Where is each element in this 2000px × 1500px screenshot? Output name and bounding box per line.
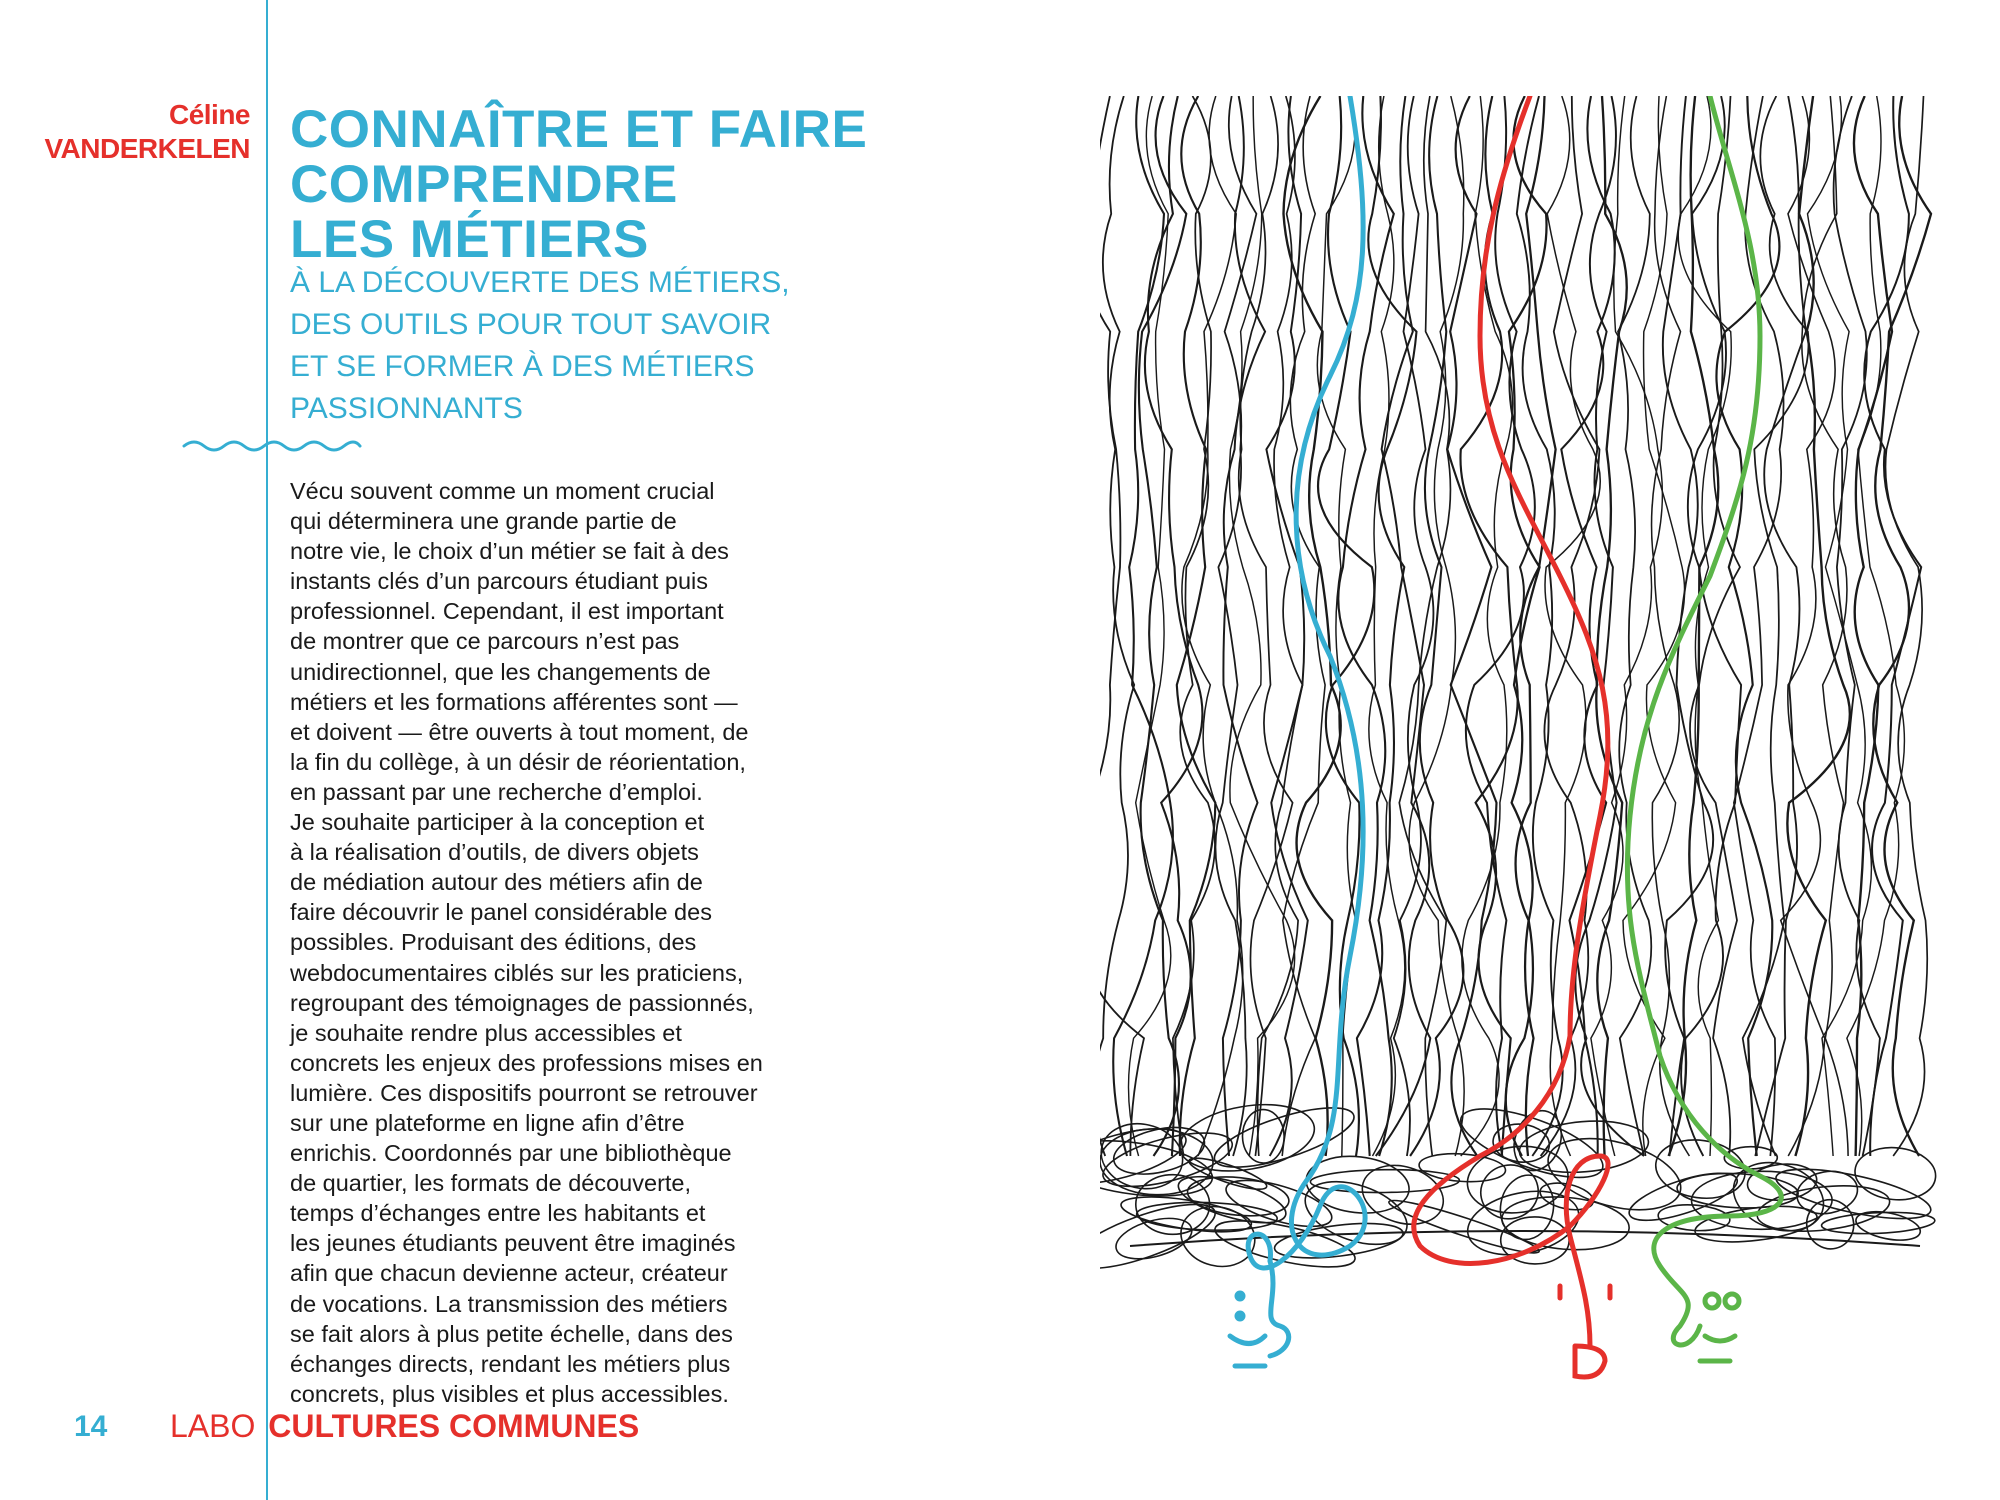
subtitle-line: ET SE FORMER À DES MÉTIERS [290, 350, 755, 383]
black-thread [1460, 96, 1517, 1156]
page-title [290, 102, 867, 267]
black-thread [1369, 96, 1405, 1156]
body-line: qui déterminera une grande partie de [290, 508, 677, 535]
black-thread [1266, 96, 1307, 1156]
black-thread [1596, 96, 1626, 1156]
body-line: de montrer que ce parcours n’est pas [290, 628, 680, 655]
body-line: je souhaite rendre plus accessibles et [290, 1019, 682, 1046]
tangle-loop [1355, 1156, 1450, 1233]
body-line: Je souhaite participer à la conception et [290, 809, 705, 836]
body-line: en passant par une recherche d’emploi. [290, 778, 703, 805]
tangle-loop [1100, 1133, 1216, 1205]
footer-publication [170, 1408, 639, 1445]
tangle-loop [1100, 1128, 1214, 1196]
body-line: et doivent — être ouverts à tout moment, de [290, 718, 749, 745]
author-name [44, 98, 250, 166]
author-last-name: VANDERKELEN [44, 133, 250, 164]
body-line: concrets, plus visibles et plus accessibles. [290, 1380, 729, 1407]
body-line: instants clés d’un parcours étudiant puis [290, 568, 709, 595]
subtitle-line: À LA DÉCOUVERTE DES MÉTIERS, [290, 266, 790, 299]
red-thread [1414, 96, 1608, 1346]
black-thread [1864, 96, 1921, 1156]
footer-labo: LABO [170, 1408, 256, 1444]
black-thread [1100, 96, 1134, 1156]
subtitle-line: DES OUTILS POUR TOUT SAVOIR [290, 308, 772, 341]
tangle-loop [1112, 1211, 1197, 1266]
page-number: 14 [74, 1410, 108, 1443]
body-line: notre vie, le choix d’un métier se fait à des [290, 538, 729, 565]
footer-cultures-communes: CULTURES COMMUNES [268, 1408, 640, 1444]
body-line: à la réalisation d’outils, de divers objets [290, 839, 699, 866]
body-line: sur une plateforme en ligne afin d’être [290, 1109, 685, 1136]
tangle-loop [1453, 1095, 1611, 1192]
page-subtitle [290, 262, 790, 430]
black-thread [1229, 96, 1294, 1156]
black-thread [1317, 96, 1355, 1156]
body-line: échanges directs, rendant les métiers plus [290, 1350, 731, 1377]
green-face-icon [1700, 1294, 1739, 1361]
tangled-threads-illustration [1100, 96, 1940, 1386]
black-thread [1787, 96, 1850, 1156]
body-line: de quartier, les formats de découverte, [290, 1170, 692, 1197]
black-thread [1258, 96, 1303, 1156]
blue-thread [1248, 96, 1365, 1268]
black-thread [1215, 96, 1256, 1156]
black-thread [1734, 96, 1784, 1156]
tangle-loop [1821, 1210, 1935, 1236]
title-line: CONNAÎTRE ET FAIRE [290, 100, 868, 159]
body-line: regroupant des témoignages de passionnés, [290, 989, 754, 1016]
tangle-loop [1175, 1095, 1320, 1180]
body-line: webdocumentaires ciblés sur les praticiens, [290, 959, 744, 986]
vertical-divider [266, 0, 268, 1500]
body-line: enrichis. Coordonnés par une bibliothèque [290, 1140, 732, 1167]
black-thread [1338, 96, 1393, 1156]
body-line: se fait alors à plus petite échelle, dans des [290, 1320, 733, 1347]
black-thread [1139, 96, 1186, 1156]
title-line: LES MÉTIERS [290, 210, 649, 269]
body-line: temps d’échanges entre les habitants et [290, 1200, 706, 1227]
body-line: lumière. Ces dispositifs pourront se retrouver [290, 1079, 758, 1106]
body-line: unidirectionnel, que les changements de [290, 658, 711, 685]
body-line: de vocations. La transmission des métiers [290, 1290, 728, 1317]
body-line: concrets les enjeux des professions mises en [290, 1049, 763, 1076]
body-line: les jeunes étudiants peuvent être imaginés [290, 1230, 736, 1257]
tangle-loop [1211, 1211, 1358, 1276]
blue-face-icon [1230, 1261, 1289, 1366]
body-line: professionnel. Cependant, il est important [290, 598, 724, 625]
body-line: la fin du collège, à un désir de réorientation, [290, 748, 746, 775]
black-thread [1516, 96, 1556, 1156]
body-line: afin que chacun devienne acteur, créateur [290, 1260, 728, 1287]
body-paragraph [290, 476, 870, 1409]
black-thread [1100, 96, 1144, 1156]
body-line: métiers et les formations afférentes sont — [290, 688, 738, 715]
black-thread [1591, 96, 1662, 1156]
black-thread [1681, 96, 1741, 1156]
author-first-name: Céline [168, 99, 250, 130]
body-line: possibles. Produisant des éditions, des [290, 929, 697, 956]
black-threads [1100, 96, 1931, 1156]
tangle-loop [1186, 1152, 1269, 1195]
black-thread [1357, 96, 1417, 1156]
black-thread [1669, 96, 1719, 1156]
wave-divider-icon [182, 436, 362, 456]
body-line: Vécu souvent comme un moment crucial [290, 478, 715, 504]
body-line: faire découvrir le panel considérable des [290, 899, 712, 926]
tangle-loop [1464, 1141, 1572, 1219]
subtitle-line: PASSIONNANTS [290, 392, 523, 425]
body-line: de médiation autour des métiers afin de [290, 869, 703, 896]
black-thread [1399, 96, 1450, 1156]
title-line: COMPRENDRE [290, 155, 678, 214]
